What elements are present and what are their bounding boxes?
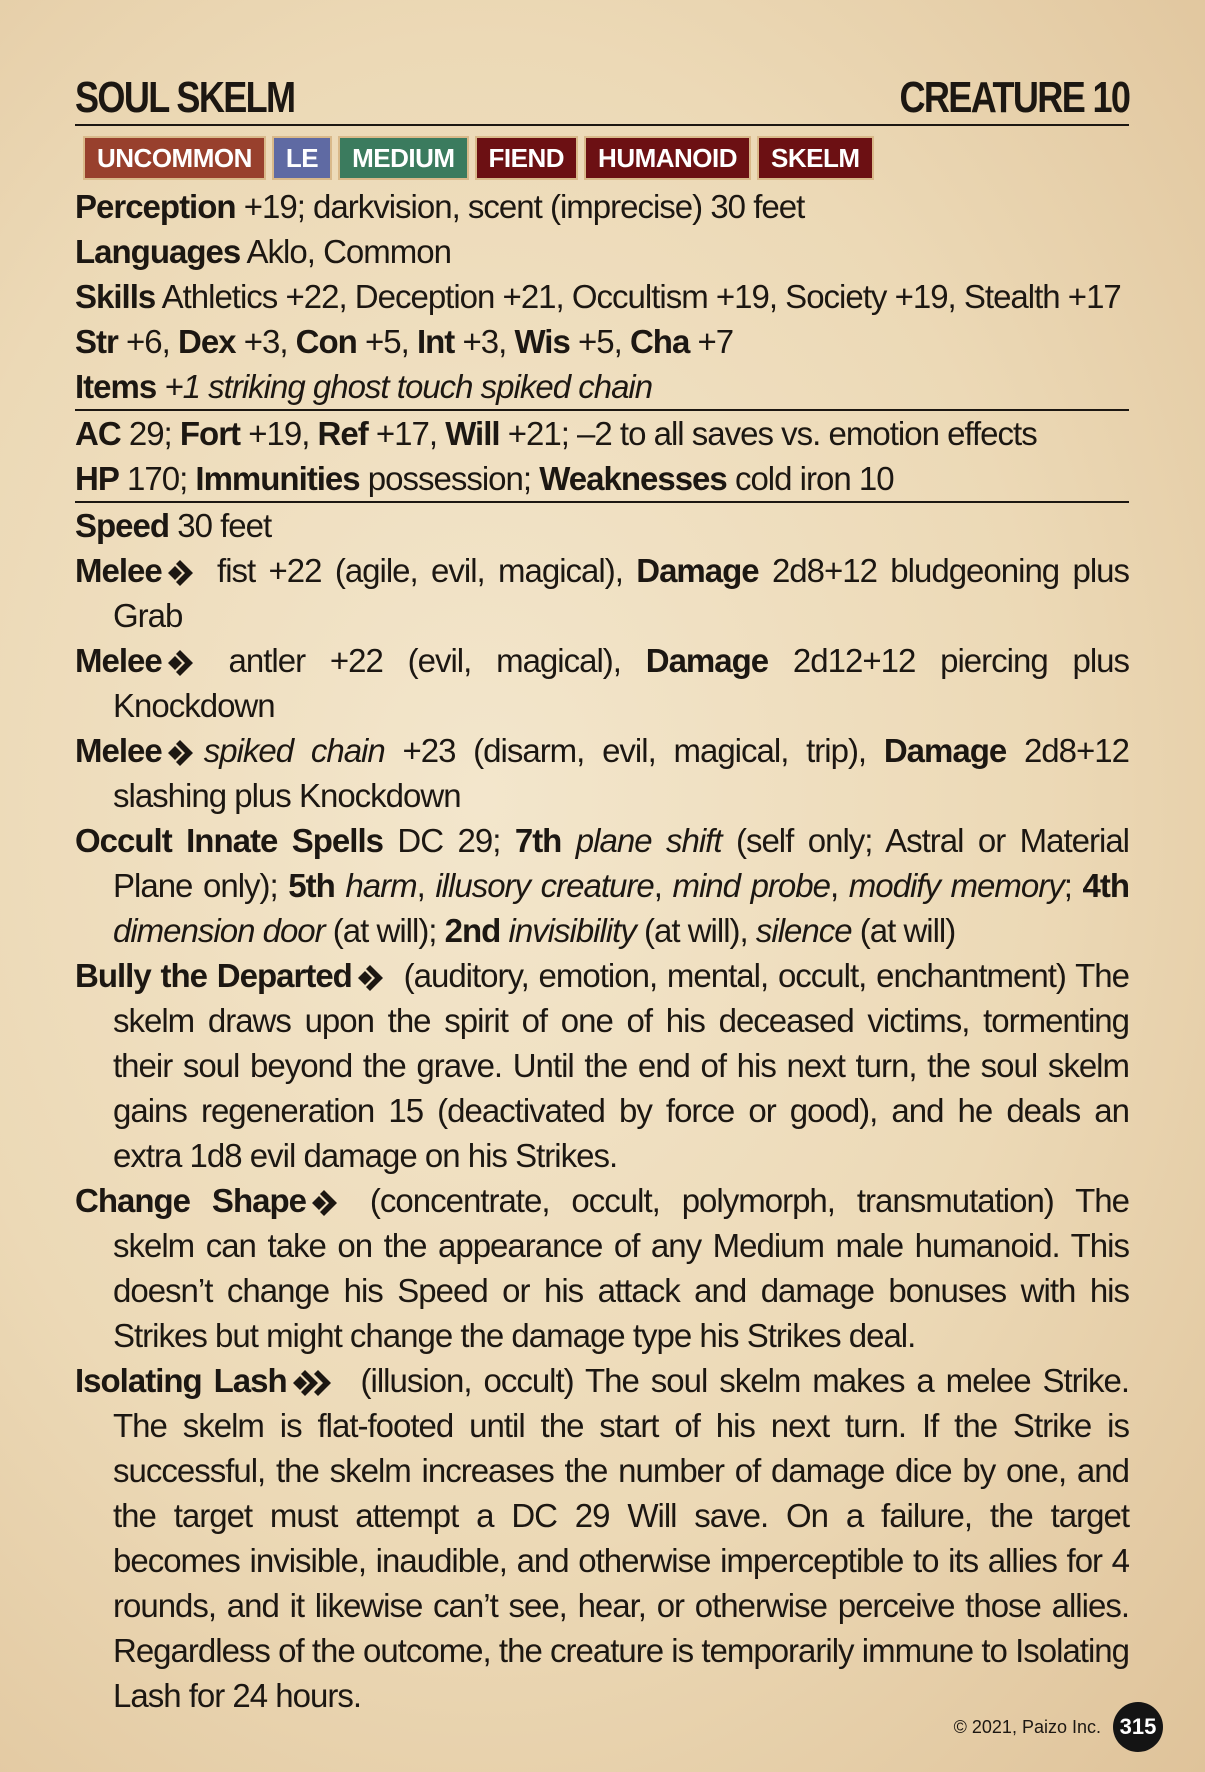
spells-label: Occult Innate Spells	[75, 822, 383, 859]
int-label: Int	[416, 323, 455, 360]
melee-damage: 2d12+12 piercing plus Knockdown	[113, 642, 1130, 724]
con-label: Con	[295, 323, 357, 360]
trait-uncommon: UNCOMMON	[83, 136, 266, 180]
cha-label: Cha	[629, 323, 690, 360]
hp-value: 170;	[118, 460, 196, 497]
spell-note: (at will),	[635, 912, 756, 949]
trait-skelm: SKELM	[757, 136, 874, 180]
ref-label: Ref	[317, 415, 368, 452]
con-value: +5,	[356, 323, 417, 360]
spell-invisibility: invisibility	[508, 912, 636, 949]
single-action-icon	[356, 963, 390, 993]
spell-harm: harm	[345, 867, 417, 904]
trait-fiend: FIEND	[475, 136, 579, 180]
wis-value: +5,	[569, 323, 630, 360]
cha-value: +7	[689, 323, 734, 360]
trait-humanoid: HUMANOID	[584, 136, 751, 180]
creature-level: CREATURE 10	[899, 73, 1129, 122]
melee-damage: 2d8+12 slashing plus Knockdown	[113, 732, 1129, 814]
stat-header	[75, 70, 1129, 126]
spell-mind-probe: mind probe	[672, 867, 830, 904]
hp-label: HP	[75, 460, 119, 497]
separator: ,	[653, 867, 673, 904]
perception-text: +19; darkvision, scent (imprecise) 30 feet	[235, 188, 805, 225]
wis-label: Wis	[514, 323, 570, 360]
dex-label: Dex	[177, 323, 236, 360]
melee-attack: antler +22 (evil, magical),	[203, 642, 646, 679]
single-action-icon	[166, 648, 200, 678]
ability-text: (auditory, emotion, mental, occult, enchantment) The skelm draws upon the spirit of one of his deceased victims, tormenting their soul beyond the grave. Until the end of his next turn, the soul skelm gains regeneration 15 (deactivated by force or good), and he deals an extra 1d8 evil damage on his Strikes.	[113, 957, 1129, 1174]
skills-label: Skills	[75, 278, 156, 315]
ability-text: (illusion, occult) The soul skelm makes a melee Strike. The skelm is flat-footed until the start of his next turn. If the Strike is successful, the skelm increases the number of damage dice by one, and the target must attempt a DC 29 Will save. On a failure, the target becomes invisible, inaudible, and otherwise imperceptible to its allies for 4 rounds, and it likewise can’t see, hear, or otherwise perceive those allies. Regardless of the outcome, the creature is temporarily immune to Isolating Lash for 24 hours.	[113, 1362, 1129, 1714]
speed-text: 30 feet	[169, 507, 272, 544]
spell-rank-2: 2nd	[444, 912, 501, 949]
page-footer	[954, 1702, 1163, 1752]
ac-value: 29;	[120, 415, 180, 452]
single-action-icon	[310, 1188, 344, 1218]
separator: ,	[829, 867, 849, 904]
melee-attack: +23 (disarm, evil, magical, trip),	[384, 732, 884, 769]
languages-label: Languages	[75, 233, 241, 270]
speed-label: Speed	[75, 507, 170, 544]
melee-damage: 2d8+12 bludgeoning plus Grab	[113, 552, 1130, 634]
spell-illusory-creature: illusory creature	[435, 867, 654, 904]
melee-label: Melee	[75, 552, 162, 589]
str-value: +6,	[117, 323, 178, 360]
ability-label: Change Shape	[75, 1182, 306, 1219]
spell-plane-shift: plane shift	[575, 822, 722, 859]
ability-change-shape	[75, 1178, 1129, 1358]
melee-attack: fist +22 (agile, evil, magical),	[203, 552, 637, 589]
melee-label: Melee	[75, 732, 162, 769]
spell-rank-7: 7th	[514, 822, 562, 859]
immunities-value: possession;	[359, 460, 540, 497]
immunities-label: Immunities	[195, 460, 360, 497]
spell-note: (at will)	[851, 912, 956, 949]
ac-label: AC	[75, 415, 121, 452]
will-value: +21; –2 to all saves vs. emotion effects	[499, 415, 1037, 452]
languages-line	[75, 229, 1129, 274]
stat-block	[75, 70, 1129, 1718]
perception-label: Perception	[75, 188, 236, 225]
spell-rank-4: 4th	[1082, 867, 1129, 904]
spell-modify-memory: modify memory	[848, 867, 1064, 904]
will-label: Will	[445, 415, 500, 452]
two-action-icon	[291, 1368, 345, 1398]
ability-isolating-lash	[75, 1358, 1129, 1718]
copyright: © 2021, Paizo Inc.	[953, 1716, 1101, 1737]
int-value: +3,	[454, 323, 515, 360]
hp-line	[75, 456, 1129, 501]
skills-text: Athletics +22, Deception +21, Occultism +19, Society +19, Stealth +17	[155, 278, 1121, 315]
melee-antler	[75, 638, 1129, 728]
ability-text: (concentrate, occult, polymorph, transmutation) The skelm can take on the appearance of any Medium male humanoid. This doesn’t change his Speed or his attack and damage bonuses with his Strikes but might change the damage type his Strikes deal.	[113, 1182, 1129, 1354]
melee-label: Melee	[75, 642, 162, 679]
weaknesses-label: Weaknesses	[539, 460, 727, 497]
separator: ,	[416, 867, 436, 904]
perception-line	[75, 184, 1129, 229]
damage-label: Damage	[645, 642, 769, 679]
melee-weapon: spiked chain	[203, 732, 385, 769]
spell-rank-5: 5th	[288, 867, 335, 904]
fort-value: +19,	[240, 415, 318, 452]
skills-line	[75, 274, 1129, 319]
ref-value: +17,	[367, 415, 446, 452]
trait-alignment: LE	[272, 136, 332, 180]
items-label: Items	[75, 368, 157, 405]
spell-note: (self only; Astral or Material Plane only);	[113, 822, 1130, 904]
damage-label: Damage	[883, 732, 1007, 769]
page-number: 315	[1113, 1702, 1163, 1752]
spell-note: (at will);	[324, 912, 445, 949]
creature-name: SOUL SKELM	[75, 73, 295, 122]
single-action-icon	[166, 738, 200, 768]
items-line	[75, 364, 1129, 409]
spell-silence: silence	[755, 912, 852, 949]
weaknesses-value: cold iron 10	[726, 460, 894, 497]
speed-line	[75, 503, 1129, 548]
melee-fist	[75, 548, 1129, 638]
languages-text: Aklo, Common	[240, 233, 451, 270]
spell-dimension-door: dimension door	[113, 912, 325, 949]
defense-line	[75, 411, 1129, 456]
single-action-icon	[166, 558, 200, 588]
separator: ;	[1063, 867, 1083, 904]
ability-bully-the-departed	[75, 953, 1129, 1178]
ability-label: Bully the Departed	[75, 957, 352, 994]
spells-dc: DC 29;	[382, 822, 515, 859]
melee-spiked-chain	[75, 728, 1129, 818]
damage-label: Damage	[636, 552, 759, 589]
trait-size: MEDIUM	[338, 136, 468, 180]
str-label: Str	[75, 323, 118, 360]
ability-label: Isolating Lash	[75, 1362, 287, 1399]
items-text: +1 striking ghost touch spiked chain	[156, 368, 653, 405]
trait-list	[83, 136, 1129, 180]
innate-spells	[75, 818, 1129, 953]
fort-label: Fort	[179, 415, 241, 452]
dex-value: +3,	[235, 323, 296, 360]
abilities-line	[75, 319, 1129, 364]
